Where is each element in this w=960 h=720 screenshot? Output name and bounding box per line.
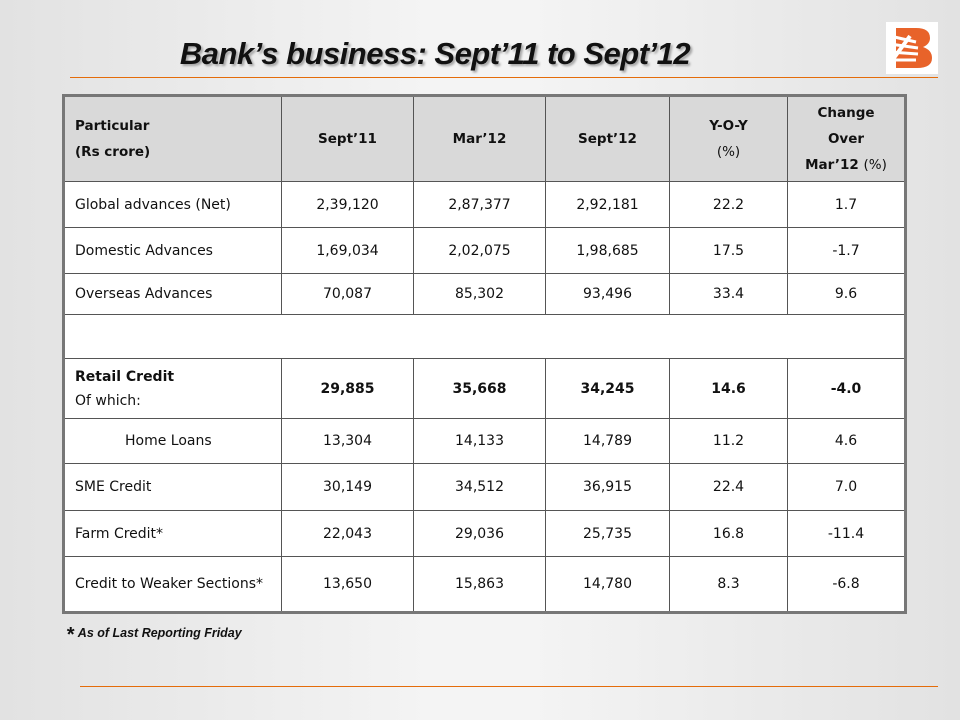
cell-sept11: 13,304 [282,419,414,464]
cell-sept11: 1,69,034 [282,228,414,274]
cell-change: 7.0 [788,464,906,511]
cell-sept12: 34,245 [546,359,670,419]
cell-mar12: 2,02,075 [414,228,546,274]
cell-sept11: 30,149 [282,464,414,511]
cell-sept11: 2,39,120 [282,182,414,228]
row-label-sub: Of which: [75,392,141,409]
cell-yoy: 8.3 [670,557,788,613]
cell-sept11: 22,043 [282,511,414,557]
cell-yoy: 17.5 [670,228,788,274]
header-change-unit: (%) [863,157,887,173]
table-spacer-row [64,315,906,359]
row-label: Home Loans [64,419,282,464]
cell-change: 4.6 [788,419,906,464]
empty-row [64,315,906,359]
header-particular-unit: (Rs crore) [75,144,151,160]
top-divider [70,77,938,78]
cell-change: -4.0 [788,359,906,419]
row-label: Domestic Advances [64,228,282,274]
header-mar12: Mar’12 [414,96,546,182]
table-row [64,419,906,464]
cell-yoy: 22.2 [670,182,788,228]
row-label: Overseas Advances [64,274,282,315]
cell-change: -1.7 [788,228,906,274]
cell-mar12: 2,87,377 [414,182,546,228]
cell-sept12: 1,98,685 [546,228,670,274]
cell-sept11: 29,885 [282,359,414,419]
row-label-main: Retail Credit [75,368,175,385]
cell-yoy: 33.4 [670,274,788,315]
cell-mar12: 14,133 [414,419,546,464]
table-row [64,511,906,557]
row-label: Global advances (Net) [64,182,282,228]
header-change-line1: Change [817,105,875,121]
table-row [64,359,906,419]
header-yoy-unit: (%) [716,144,741,160]
row-label [64,359,282,419]
cell-change: -6.8 [788,557,906,613]
bottom-divider [80,686,938,687]
cell-mar12: 85,302 [414,274,546,315]
footnote [66,624,242,647]
cell-sept12: 14,789 [546,419,670,464]
table-header-row [64,96,906,182]
bank-of-baroda-logo-icon [886,22,938,74]
cell-yoy: 14.6 [670,359,788,419]
footnote-asterisk: * [66,624,74,646]
row-label: Farm Credit* [64,511,282,557]
table-row [64,557,906,613]
header-change-line2: Over [827,131,865,147]
header-yoy [670,96,788,182]
header-yoy-label: Y-O-Y [709,118,748,134]
cell-sept12: 2,92,181 [546,182,670,228]
header-change [788,96,906,182]
cell-sept12: 36,915 [546,464,670,511]
cell-mar12: 34,512 [414,464,546,511]
header-change-line3 [798,152,894,178]
cell-mar12: 29,036 [414,511,546,557]
cell-mar12: 15,863 [414,557,546,613]
cell-mar12: 35,668 [414,359,546,419]
table-row [64,228,906,274]
cell-sept11: 13,650 [282,557,414,613]
business-table [62,94,907,614]
cell-change: 9.6 [788,274,906,315]
row-label: SME Credit [64,464,282,511]
cell-change: 1.7 [788,182,906,228]
row-label: Credit to Weaker Sections* [64,557,282,613]
table-row [64,274,906,315]
cell-sept12: 25,735 [546,511,670,557]
header-sept12: Sept’12 [546,96,670,182]
cell-change: -11.4 [788,511,906,557]
cell-yoy: 22.4 [670,464,788,511]
business-table-container [62,94,904,614]
cell-yoy: 16.8 [670,511,788,557]
table-row [64,182,906,228]
cell-sept12: 93,496 [546,274,670,315]
cell-sept11: 70,087 [282,274,414,315]
header-sept11: Sept’11 [282,96,414,182]
header-particular-label: Particular [75,118,150,134]
cell-sept12: 14,780 [546,557,670,613]
footnote-text: As of Last Reporting Friday [77,626,242,640]
header-particular [64,96,282,182]
table-row [64,464,906,511]
header-change-period: Mar’12 [805,157,859,173]
page-title: Bank’s business: Sept’11 to Sept’12 [179,36,691,71]
cell-yoy: 11.2 [670,419,788,464]
